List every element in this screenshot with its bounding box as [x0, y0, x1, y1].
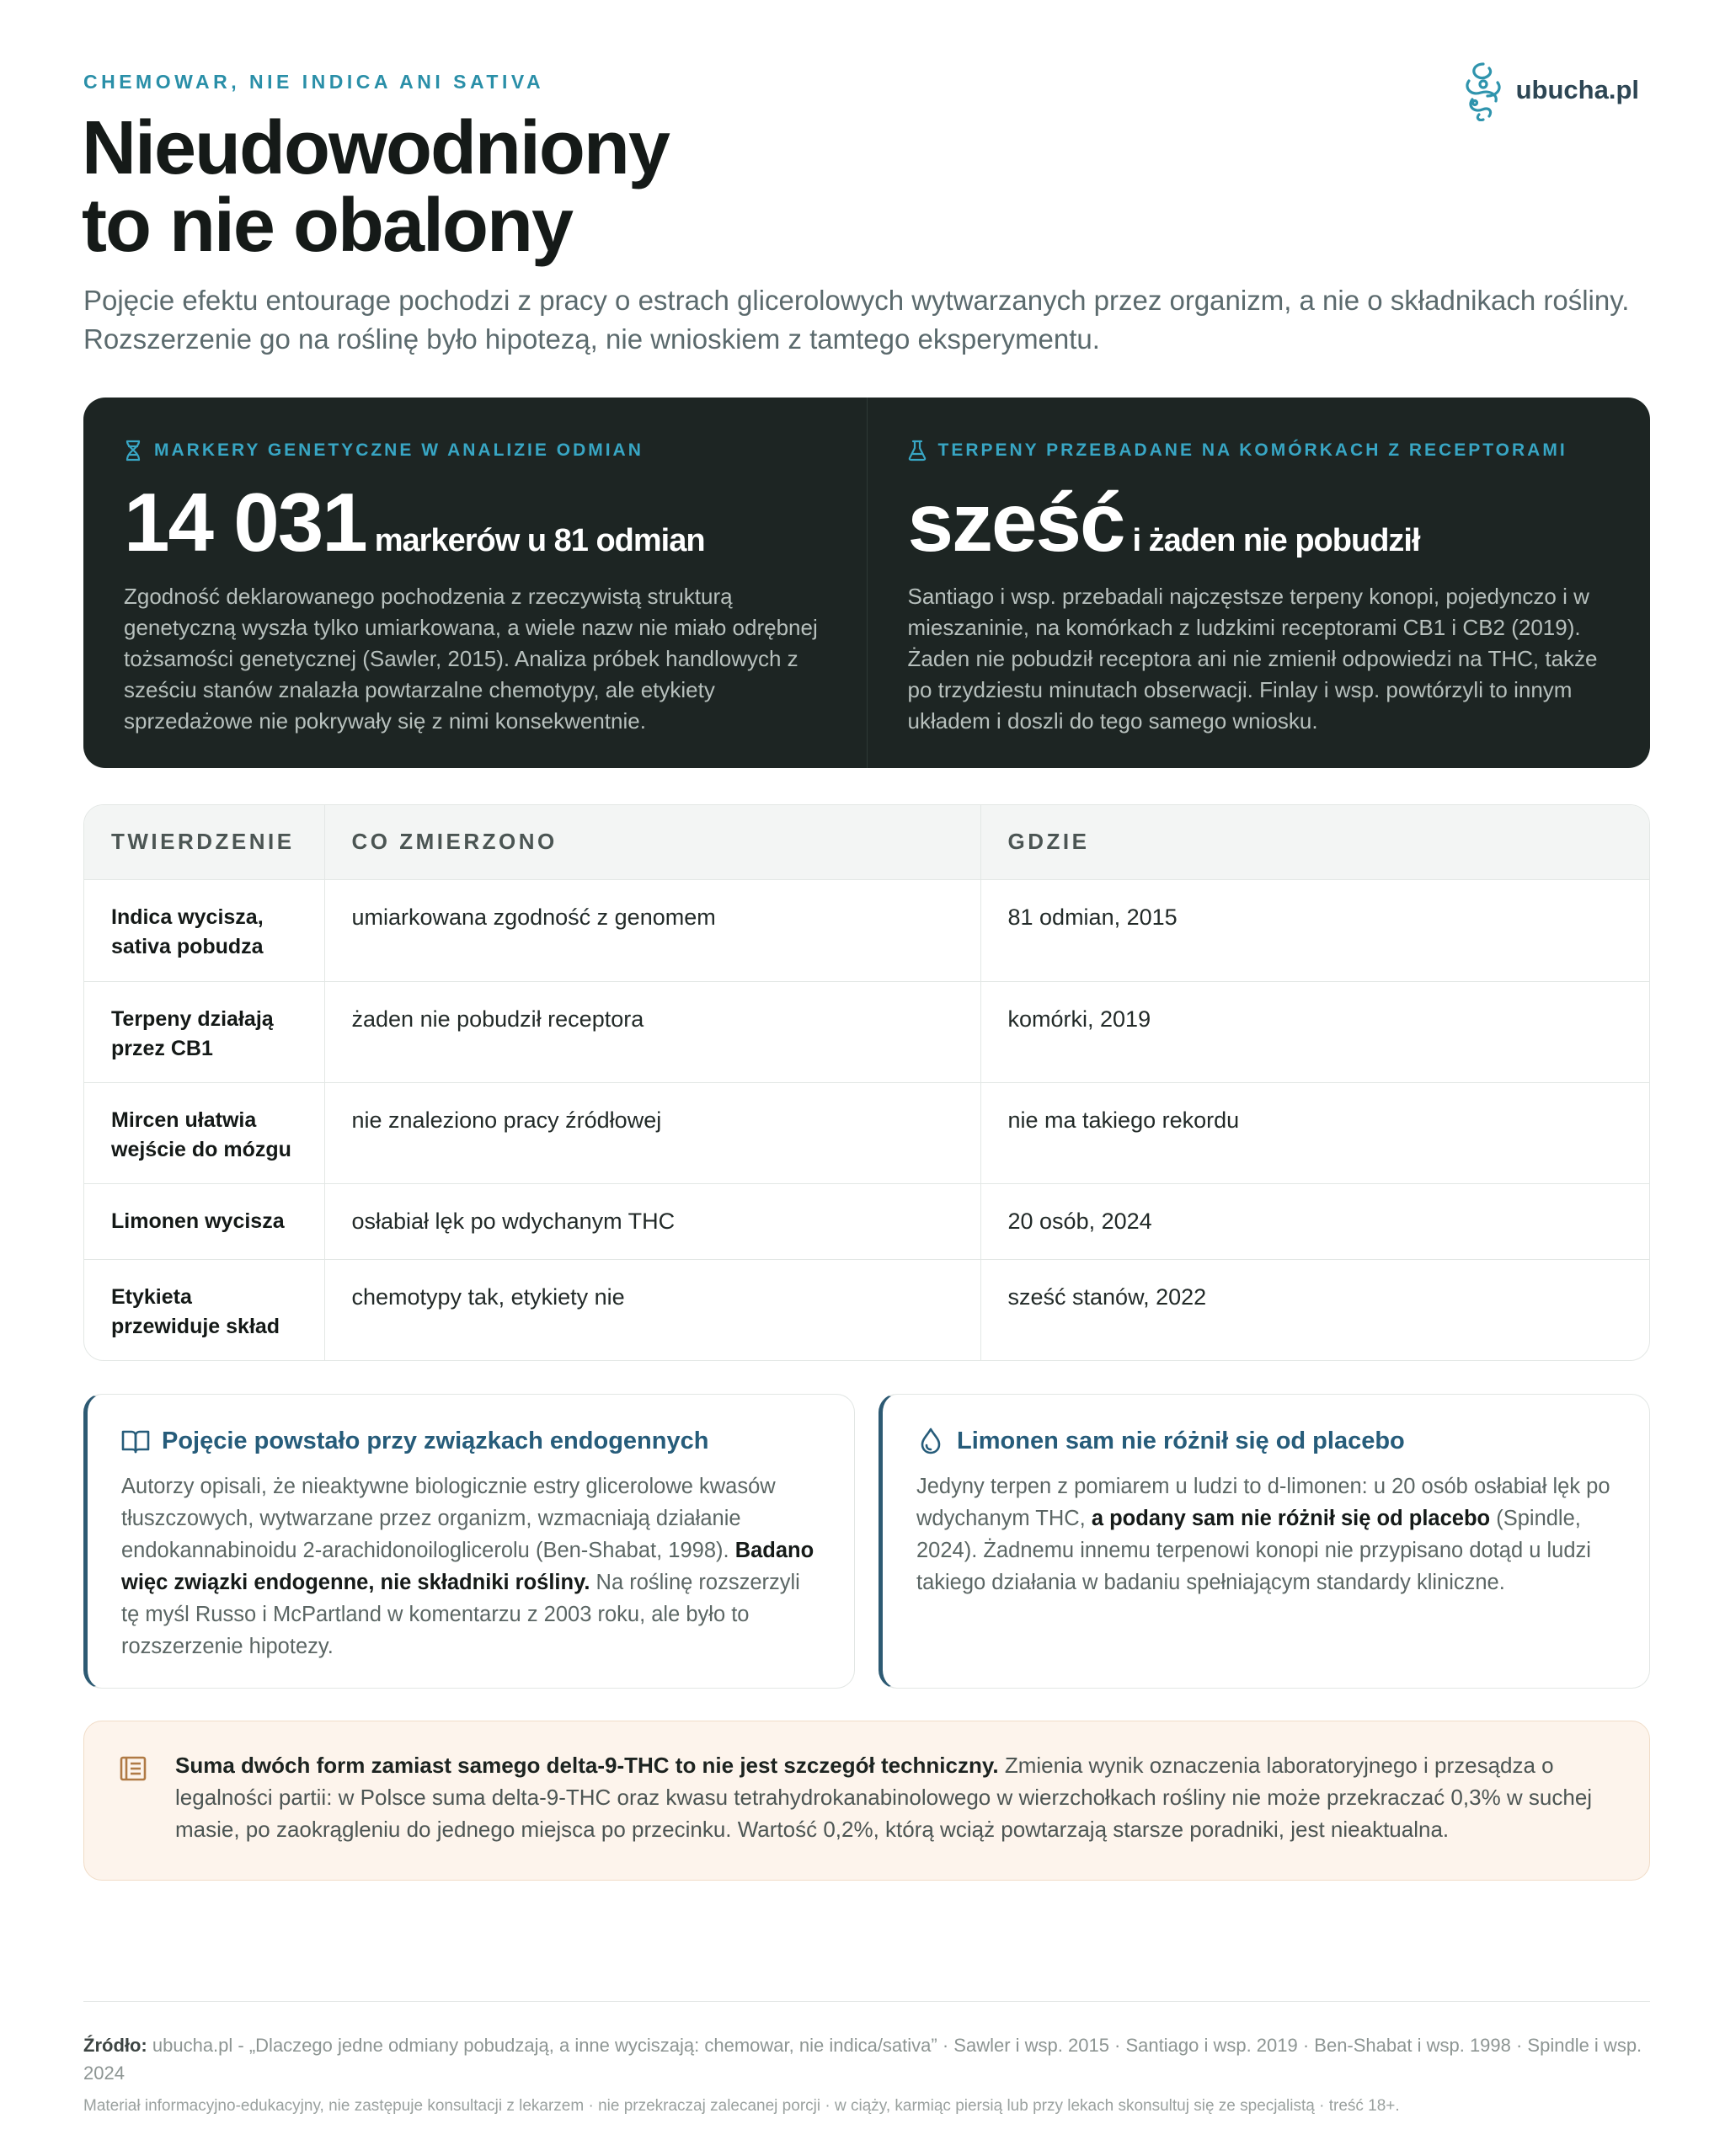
where-cell: 20 osób, 2024 — [980, 1183, 1649, 1259]
card-heading — [121, 1425, 824, 1457]
card-title: Pojęcie powstało przy związkach endogennych — [162, 1427, 709, 1454]
source-line — [83, 2031, 1650, 2087]
stat-value: 14 031 — [124, 476, 366, 568]
note-body: Zmienia wynik oznaczenia laboratoryjnego i przesądza o legalności partii: w Polsce suma delta-9-THC oraz kwasu tetrahydrokanabinolowego w wierzchołkach rośliny nie może przekraczać 0,3% w suchej masie, po zaokrągleniu do jednego miejsca po przecinku. Wartość 0,2%, którą wciąż powtarzają starsze poradniki, jest nieaktualna. — [175, 1753, 1593, 1842]
card-body — [121, 1470, 824, 1662]
flask-icon — [908, 440, 927, 462]
eyebrow: CHEMOWAR, NIE INDICA ANI SATIVA — [83, 71, 545, 93]
lead-paragraph: Pojęcie efektu entourage pochodzi z pracy o estrach glicerolowych wytwarzanych przez organizm, a nie o składnikach rośliny. Rozszerzenie go na roślinę było hipotezą, nie wnioskiem z tamtego eksperymentu. — [83, 285, 1630, 355]
title-line-2: to nie obalony — [82, 184, 573, 268]
table-row — [84, 1082, 1649, 1183]
stat-headline — [908, 475, 1612, 576]
footer-divider — [83, 2001, 1650, 2002]
where-cell: nie ma takiego rekordu — [980, 1082, 1649, 1183]
measured-cell: umiarkowana zgodność z genomem — [324, 879, 980, 981]
stats-panel — [83, 398, 1650, 768]
claims-table — [83, 804, 1650, 1361]
brand-logo-icon — [1461, 59, 1506, 121]
column-header: GDZIE — [980, 805, 1649, 879]
brand-logo-link[interactable] — [1461, 59, 1639, 121]
card-text: Jedyny terpen z pomiarem u ludzi to d-limonen: u 20 osób osłabiał lęk po wdychanym THC, — [916, 1475, 1610, 1530]
card-text: Na roślinę rozszerzyli tę myśl Russo i McPartland w komentarzu z 2003 roku, ale było to rozszerzenie hipotezy. — [121, 1571, 800, 1658]
page-title — [82, 106, 669, 268]
claim-cell: Limonen wycisza — [84, 1183, 324, 1259]
note-lead: Suma dwóch form zamiast samego delta-9-THC to nie jest szczegół techniczny. — [175, 1753, 999, 1778]
measured-cell: żaden nie pobudził receptora — [324, 981, 980, 1082]
stat-unit: i żaden nie pobudził — [1132, 523, 1420, 558]
column-header: CO ZMIERZONO — [324, 805, 980, 879]
measured-cell: chemotypy tak, etykiety nie — [324, 1259, 980, 1360]
measured-cell: nie znaleziono pracy źródłowej — [324, 1082, 980, 1183]
brand-name: ubucha.pl — [1515, 75, 1639, 104]
claim-cell: Terpeny działają przez CB1 — [84, 981, 324, 1082]
disclaimer: Materiał informacyjno-edukacyjny, nie zastępuje konsultacji z lekarzem · nie przekraczaj zalecanej porcji · w ciąży, karmiąc piersią lub przy lekach skonsultuj się ze specjalistą · treść 18+. — [83, 2097, 1400, 2115]
book-icon — [121, 1428, 150, 1454]
card-text: Autorzy opisali, że nieaktywne biologicznie estry glicerolowe kwasów tłuszczowych, wytwarzane przez organizm, wzmacniają działanie endokannabinoidu 2-arachidonoiloglicerolu (Ben-Shabat, 1998). — [121, 1475, 776, 1562]
stat-unit: markerów u 81 odmian — [374, 523, 705, 558]
source-label: Źródło: — [83, 2035, 147, 2056]
note-text — [175, 1749, 1616, 1845]
stat-terpenes-tested — [867, 398, 1651, 768]
table-row — [84, 981, 1649, 1082]
table-row — [84, 879, 1649, 981]
stat-label-text: MARKERY GENETYCZNE W ANALIZIE ODMIAN — [154, 440, 644, 460]
card-text-emphasis: a podany sam nie różnił się od placebo — [1091, 1507, 1491, 1530]
drop-icon — [916, 1428, 945, 1454]
card-limonene-placebo — [879, 1394, 1650, 1689]
table-row — [84, 1183, 1649, 1259]
where-cell: sześć stanów, 2022 — [980, 1259, 1649, 1360]
article-icon — [120, 1755, 147, 1782]
stat-value: sześć — [907, 476, 1124, 568]
stat-label — [908, 438, 1612, 463]
source-text: ubucha.pl - „Dlaczego jedne odmiany pobudzają, a inne wyciszają: chemowar, nie indica/sativa” · Sawler i wsp. 2015 · Santiago i wsp. 2019 · Ben-Shabat i wsp. 1998 · Spindle i wsp. 2024 — [83, 2035, 1642, 2084]
where-cell: komórki, 2019 — [980, 981, 1649, 1082]
title-line-1: Nieudowodniony — [82, 106, 669, 190]
claim-cell: Etykieta przewiduje skład — [84, 1259, 324, 1360]
legal-note-callout — [83, 1721, 1650, 1881]
column-header: TWIERDZENIE — [84, 805, 324, 879]
card-heading — [916, 1425, 1619, 1457]
card-endogenous-origin — [83, 1394, 855, 1689]
stat-genetic-markers — [83, 398, 867, 768]
stat-headline — [124, 475, 828, 576]
where-cell: 81 odmian, 2015 — [980, 879, 1649, 981]
table-row — [84, 1259, 1649, 1360]
stat-description: Zgodność deklarowanego pochodzenia z rzeczywistą strukturą genetyczną wyszła tylko umiarkowana, a wiele nazw nie miało odrębnej tożsamości genetycznej (Sawler, 2015). Analiza próbek handlowych z sześciu stanów znalazła powtarzalne chemotypy, ale etykiety sprzedażowe nie pokrywały się z nimi konsekwentnie. — [124, 584, 818, 734]
card-text-emphasis: Badano więc związki endogenne, nie składniki rośliny. — [121, 1539, 814, 1594]
card-title: Limonen sam nie różnił się od placebo — [957, 1427, 1405, 1454]
measured-cell: osłabiał lęk po wdychanym THC — [324, 1183, 980, 1259]
stat-label-text: TERPENY PRZEBADANE NA KOMÓRKACH Z RECEPTORAMI — [937, 440, 1567, 460]
dna-icon — [124, 440, 142, 462]
card-text: (Spindle, 2024). Żadnemu innemu terpenowi konopi nie przypisano dotąd u ludzi takiego działania w badaniu spełniającym standardy kliniczne. — [916, 1507, 1591, 1594]
stat-description: Santiago i wsp. przebadali najczęstsze terpeny konopi, pojedynczo i w mieszaninie, na komórkach z ludzkimi receptorami CB1 i CB2 (2019). Żaden nie pobudził receptora ani nie zmienił odpowiedzi na THC, także po trzydziestu minutach obserwacji. Finlay i wsp. powtórzyli to innym układem i doszli do tego samego wniosku. — [907, 584, 1598, 734]
claim-cell: Mircen ułatwia wejście do mózgu — [84, 1082, 324, 1183]
claim-cell: Indica wycisza, sativa pobudza — [84, 879, 324, 981]
stat-label — [124, 438, 828, 463]
table-header-row — [84, 805, 1649, 879]
card-body — [916, 1470, 1619, 1598]
